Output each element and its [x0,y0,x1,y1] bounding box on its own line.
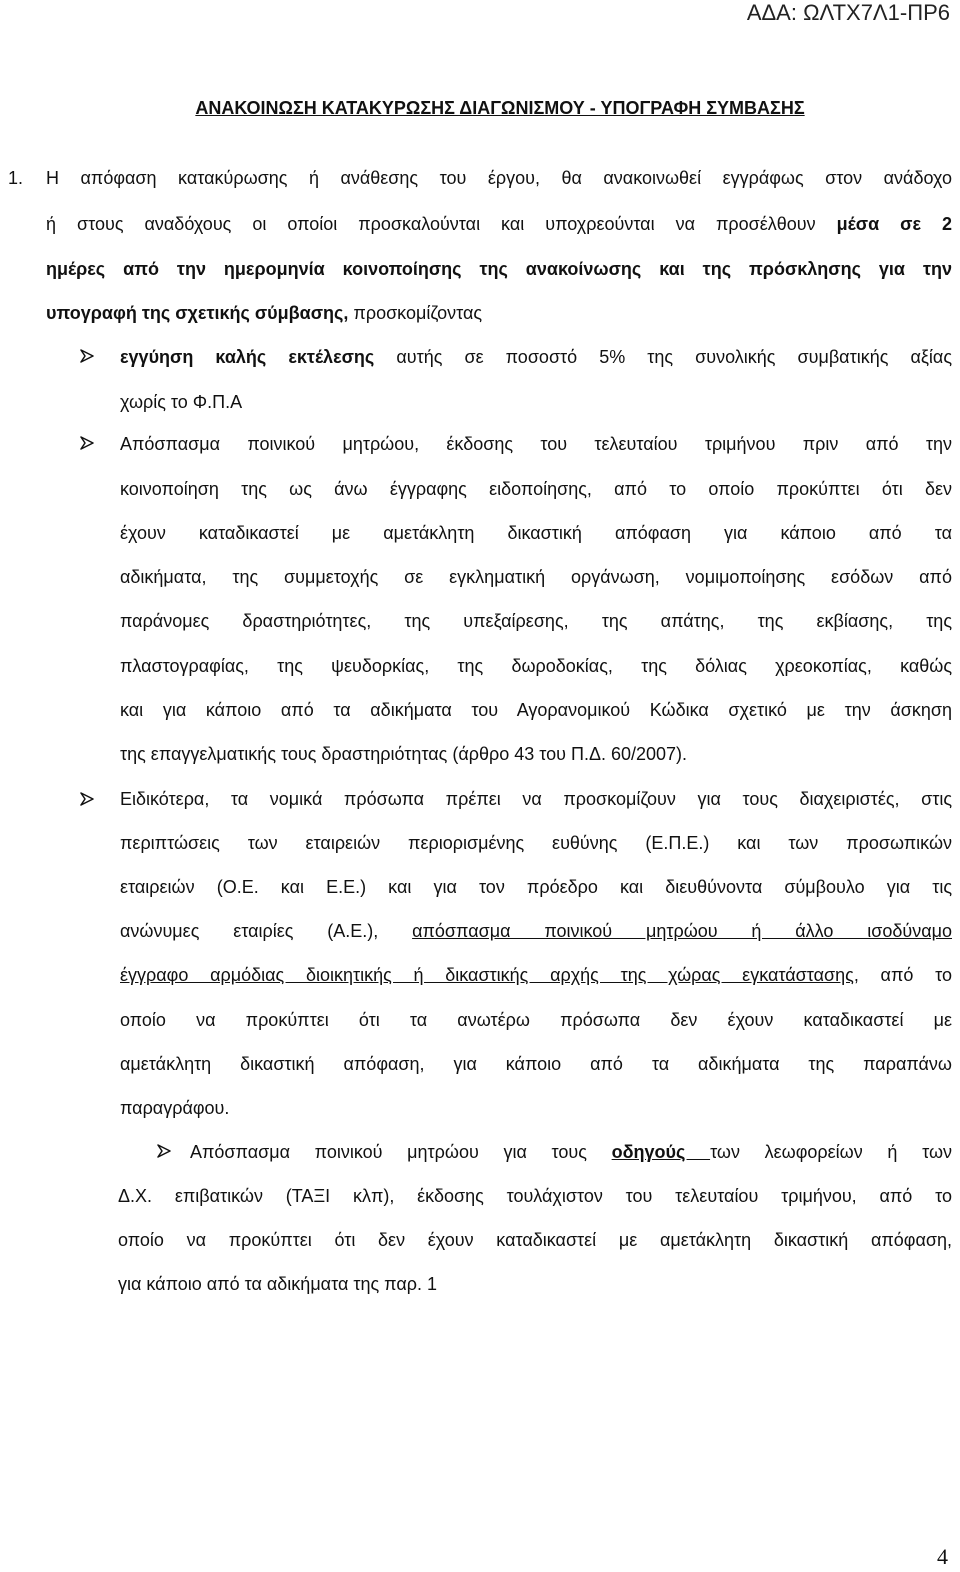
bullet2-line: και για κάποιο από τα αδικήματα του Αγορανομικού Κώδικα σχετικό με την άσκηση [120,700,952,720]
bullet2-line: παράνομες δραστηριότητες, της υπεξαίρεσης, της απάτης, της εκβίασης, της [120,611,952,631]
section1-line-3: ημέρες από την ημερομηνία κοινοποίησης της ανακοίνωσης και της πρόσκλησης για την [46,259,952,279]
bullet2-line: πλαστογραφίας, της ψευδορκίας, της δωροδοκίας, της δόλιας χρεοκοπίας, καθώς [120,656,952,676]
page-number: 4 [937,1544,948,1569]
bullet3-line-6: οποίο να προκύπτει ότι τα ανωτέρω πρόσωπα δεν έχουν καταδικαστεί με [120,1010,952,1030]
bullet2-line: αδικήματα, της συμμετοχής σε εγκληματική οργάνωση, νομιμοποίησης εσόδων από [120,567,952,587]
bullet3-line-7: αμετάκλητη δικαστική απόφαση, για κάποιο από τα αδικήματα της παραπάνω [120,1054,952,1074]
arrow-bullet-icon [80,436,94,450]
document-title: ΑΝΑΚΟΙΝΩΣΗ ΚΑΤΑΚΥΡΩΣΗΣ ΔΙΑΓΩΝΙΣΜΟΥ - ΥΠΟΓΡΑΦΗ ΣΥΜΒΑΣΗΣ [195,98,805,118]
bullet1-line-1: εγγύηση καλής εκτέλεσης αυτής σε ποσοστό 5% της συνολικής συμβατικής αξίας [120,347,952,367]
bullet4-line-1: Απόσπασμα ποινικού μητρώου για τους οδηγούς των λεωφορείων ή των [190,1142,952,1162]
bullet3-line-8: παραγράφου. [120,1098,230,1118]
arrow-bullet-icon [80,792,94,806]
arrow-bullet-icon [157,1144,171,1158]
bullet2-line: της επαγγελματικής τους δραστηριότητας (άρθρο 43 του Π.Δ. 60/2007). [120,744,688,764]
section1-line-1: Η απόφαση κατακύρωσης ή ανάθεσης του έργου, θα ανακοινωθεί εγγράφως στον ανάδοχο [46,168,952,188]
bullet4-line-2: Δ.Χ. επιβατικών (ΤΑΞΙ κλπ), έκδοσης τουλάχιστον του τελευταίου τριμήνου, από το [118,1186,952,1206]
bullet2-line: Απόσπασμα ποινικού μητρώου, έκδοσης του τελευταίου τριμήνου πριν από την [120,434,952,454]
bullet3-line-4: ανώνυμες εταιρίες (Α.Ε.), απόσπασμα ποινικού μητρώου ή άλλο ισοδύναμο [120,921,953,941]
section1-line-2: ή στους αναδόχους οι οποίοι προσκαλούνται και υποχρεούνται να προσέλθουν μέσα σε 2 [46,214,952,234]
bullet3-line-1: Ειδικότερα, τα νομικά πρόσωπα πρέπει να προσκομίζουν για τους διαχειριστές, στις [120,789,952,809]
bullet2-line: κοινοποίηση της ως άνω έγγραφης ειδοποίησης, από το οποίο προκύπτει ότι δεν [120,479,952,499]
arrow-bullet-icon [80,349,94,363]
bullet4-line-4: για κάποιο από τα αδικήματα της παρ. 1 [118,1274,437,1294]
section-number: 1. [8,168,24,188]
bullet4-line-3: οποίο να προκύπτει ότι δεν έχουν καταδικαστεί με αμετάκλητη δικαστική απόφαση, [118,1230,952,1250]
bullet3-line-3: εταιρειών (Ο.Ε. και Ε.Ε.) και για τον πρόεδρο και διευθύνοντα σύμβουλο για τις [120,877,952,897]
bullet3-line-5: έγγραφο αρμόδιας διοικητικής ή δικαστικής αρχής της χώρας εγκατάστασης, από το [120,965,952,985]
bullet3-line-2: περιπτώσεις των εταιρειών περιορισμένης ευθύνης (Ε.Π.Ε.) και των προσωπικών [120,833,952,853]
ada-code: ΑΔΑ: ΩΛΤΧ7Λ1-ΠΡ6 [746,0,950,25]
section1-line-4: υπογραφή της σχετικής σύμβασης, προσκομίζοντας [46,303,483,323]
bullet2-line: έχουν καταδικαστεί με αμετάκλητη δικαστική απόφαση για κάποιο από τα [120,523,952,543]
bullet1-line-2: χωρίς το Φ.Π.Α [120,392,243,412]
